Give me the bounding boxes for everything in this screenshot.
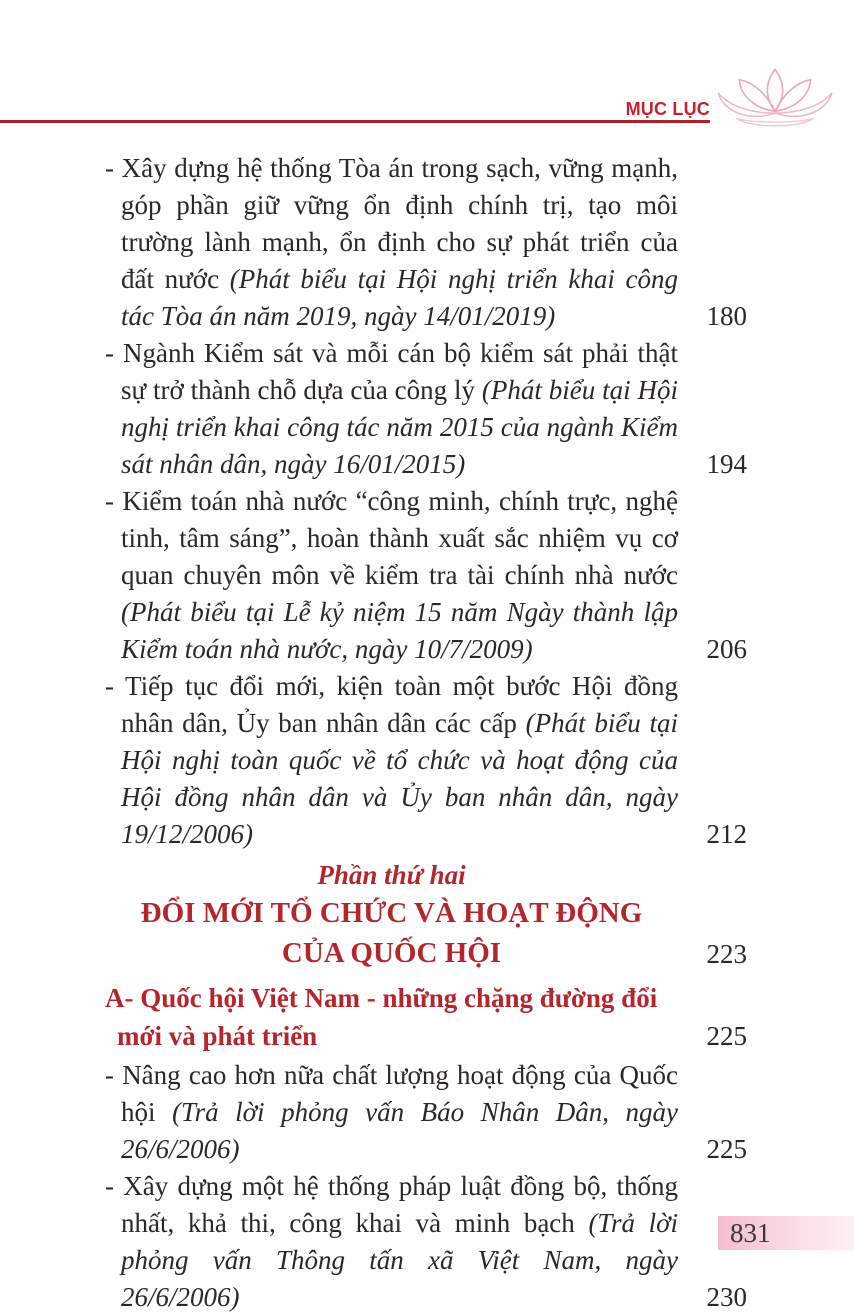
toc-entry <box>105 1057 747 1168</box>
entry-dash: - <box>105 1060 114 1090</box>
entry-source: (Phát biểu tại Hội nghị triển khai công tác năm 2015 của ngành Kiểm sát nhân dân, ngày 16/01/2015) <box>121 375 679 479</box>
entry-source: (Phát biểu tại Hội nghị toàn quốc về tổ chức và hoạt động của Hội đồng nhân dân và Ủy ban nhân dân, ngày 19/12/2006) <box>121 708 678 849</box>
folio-band <box>718 1216 854 1250</box>
section-a-heading <box>105 979 747 1055</box>
entry-page-number: 225 <box>706 1134 747 1164</box>
entry-dash: - <box>105 338 114 368</box>
part-page-number: 223 <box>706 939 747 969</box>
entry-title: Kiểm toán nhà nước “công minh, chính trực, nghệ tinh, tâm sáng”, hoàn thành xuất sắc nhiệm vụ cơ quan chuyên môn về kiểm tra tài chính nhà nước <box>121 486 678 590</box>
entry-page-number: 206 <box>706 634 747 664</box>
toc-entry <box>105 668 747 853</box>
section-a-label: A- Quốc hội Việt Nam - những chặng đường đổi mới và phát triển <box>105 983 658 1051</box>
entry-dash: - <box>105 486 114 516</box>
folio-number: 831 <box>730 1218 771 1248</box>
entry-title: Xây dựng một hệ thống pháp luật đồng bộ, thống nhất, khả thi, công khai và minh bạch <box>121 1171 679 1238</box>
entry-source: (Trả lời phỏng vấn Thông tấn xã Việt Nam, ngày 26/6/2006) <box>121 1208 679 1312</box>
entry-title: Xây dựng hệ thống Tòa án trong sạch, vững mạnh, góp phần giữ vững ổn định chính trị, tạo môi trường lành mạnh, ổn định cho sự phát triển của đất nước <box>121 153 678 294</box>
entry-dash: - <box>105 1171 114 1201</box>
part-heading <box>105 857 747 973</box>
entry-dash: - <box>105 153 114 183</box>
entry-dash: - <box>105 671 114 701</box>
toc-entry <box>105 1168 747 1316</box>
part-title-line1: ĐỔI MỚI TỔ CHỨC VÀ HOẠT ĐỘNG <box>140 897 643 929</box>
entry-page-number: 212 <box>706 819 747 849</box>
entry-title: Tiếp tục đổi mới, kiện toàn một bước Hội đồng nhân dân, Ủy ban nhân dân các cấp <box>121 671 679 738</box>
toc-entry <box>105 335 747 483</box>
lotus-icon <box>714 66 836 140</box>
entry-page-number: 180 <box>706 301 747 331</box>
entry-source: (Trả lời phỏng vấn Báo Nhân Dân, ngày 26/6/2006) <box>121 1097 679 1164</box>
entry-source: (Phát biểu tại Hội nghị triển khai công tác Tòa án năm 2019, ngày 14/01/2019) <box>121 264 678 331</box>
entry-source: (Phát biểu tại Lễ kỷ niệm 15 năm Ngày thành lập Kiểm toán nhà nước, ngày 10/7/2009) <box>121 597 678 664</box>
toc-list <box>105 150 747 1316</box>
entry-page-number: 230 <box>706 1282 747 1312</box>
header-rule <box>0 120 710 123</box>
entry-title: Nâng cao hơn nữa chất lượng hoạt động của Quốc hội <box>121 1060 678 1127</box>
part-kicker: Phần thứ hai <box>317 860 466 890</box>
entry-page-number: 194 <box>706 449 747 479</box>
page-header-title: MỤC LỤC <box>625 99 710 119</box>
part-title-line2: CỦA QUỐC HỘI <box>281 937 502 969</box>
toc-entry <box>105 150 747 335</box>
entry-title: Ngành Kiểm sát và mỗi cán bộ kiểm sát phải thật sự trở thành chỗ dựa của công lý <box>121 338 678 405</box>
toc-entry <box>105 483 747 668</box>
section-a-page-number: 225 <box>706 1021 747 1051</box>
